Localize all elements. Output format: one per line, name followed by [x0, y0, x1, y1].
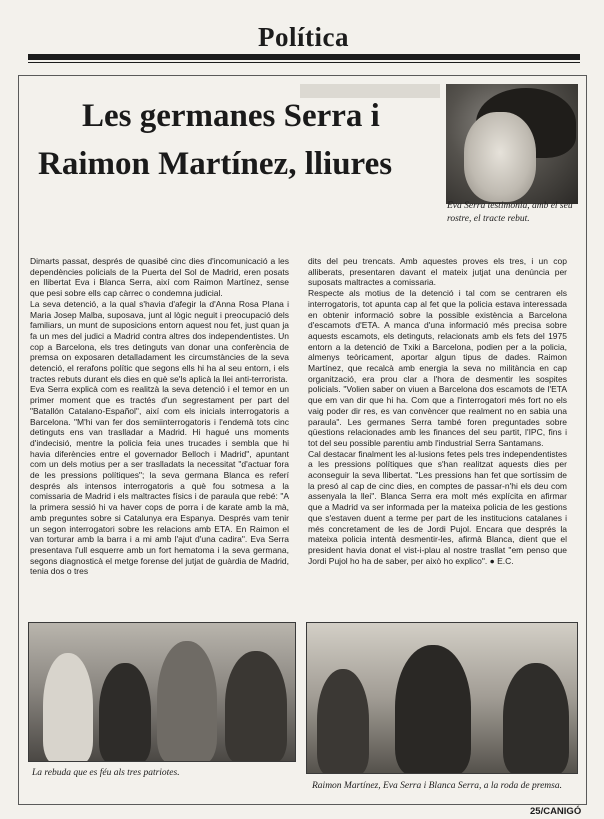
- body-paragraph: Dimarts passat, després de quasibé cinc dies d'incomunicació a les dependències policials de la Puerta del Sol de Madrid, eren posats en llibertat Eva i Blanca Serra, així com Raimon Martínez, sense que pesi sobre ells cap càrrec o condemna judicial.: [30, 256, 289, 299]
- body-paragraph: Eva Serra explicà com es realitzà la seva detenció i el temor en un primer moment que es tractés d'un segrestament per part del "Batallón Catalano-Español", així com els inicials interrogatoris a Barcelona. "M'hi van fer dos semiinterrogatoris i l'endemà tots cinc detinguts ens van traslladar a Madrid. Hi hagué uns moments d'indecisió, mentre la policia feia unes trucades i sembla que hi havia diferències entre el governador Belloch i Madrid", apuntant com un dels motius per a ser traslladats la necessitat "d'actuar fora de les pressions polítiques"; la seva germana Blanca es referí després als intensos interrogatoris a què fou sotmesa a la comissaria de Madrid i els maltractes físics i de paraula que rebé: "A la primera sessió hi va haver cops de porra i de karate amb la mà, amb preguntes sobre si Catalunya era Espanya. Després vam tenir un segon interrogatori sobre les relacions amb ETA. En Raimon el van torturar amb la barra i a mi amb l'ajut d'una cadira". Eva Serra presentava l'ull esquerre amb un fort hematoma i la seva germana, segons diagnosticà el metge forense del jutjat de guàrdia de Madrid, tenia dos o tres: [30, 384, 289, 577]
- body-paragraph: La seva detenció, a la qual s'havia d'afegir la d'Anna Rosa Plana i Maria Josep Malba, suposava, junt al lògic neguit i preocupació dels familiars, un munt de suposicions entorn aquest nou fet, just quan ja fa un mes del judici a Madrid contra altres dos independentistes. Un cop a Barcelona, els tres detinguts van donar una conferència de premsa on exposaren detalladament les circumstàncies de la seva detenció, el rerafons polític que segons ells hi ha al seu entorn, i els tractes rebuts durant els dies en què se'ls aplicà la llei anti-terrorista.: [30, 298, 289, 384]
- photo-figure: [157, 641, 217, 762]
- section-title: Política: [258, 22, 349, 52]
- page-folio: 25/CANIGÓ: [530, 806, 582, 817]
- headline-line-1: Les germanes Serra i: [82, 98, 380, 134]
- photo-reception: [28, 622, 296, 762]
- photo-figure: [43, 653, 93, 762]
- portrait-face-shape: [464, 112, 536, 202]
- header-rule-thin: [28, 62, 580, 63]
- photo-figure: [317, 669, 369, 774]
- portrait-photo: [446, 84, 578, 204]
- photo-figure: [395, 645, 471, 774]
- headline-line-2: Raimon Martínez, lliures: [38, 146, 393, 182]
- body-column-left: [30, 256, 289, 577]
- body-paragraph: dits del peu trencats. Amb aquestes proves els tres, i un cop alliberats, presentaren davant el mateix jutjat una denúncia per suposats maltractes a comissaria.: [308, 256, 567, 288]
- article-headline: [34, 92, 434, 188]
- photo-figure: [225, 651, 287, 762]
- photo-left-caption: La rebuda que es féu als tres patriotes.: [32, 768, 180, 778]
- photo-right-caption: Raimon Martínez, Eva Serra i Blanca Serra, a la roda de premsa.: [312, 781, 562, 791]
- body-paragraph: Cal destacar finalment les al·lusions fetes pels tres independentistes a les pressions polítiques que s'han realitzat aquests dies per aconseguir la seva llibertat. "Les pressions han fet que sortíssim de la presó al cap de cinc dies, en comptes de passar-n'hi els deu com assenyala la llei". Blanca Serra era molt més explícita en afirmar que a Madrid va ser informada per la mateixa policia de les gestions que s'estaven duent a terme per part de les institucions catalanes i més concretament de les de Jordi Pujol. Encara que després la mateixa policia intentà desmentir-les, afirmà Blanca, dient que el president havia donat el vist-i-plau al nostre trasllat "em penso que Jordi Pujol ho ha de saber, per això ho explico". ● E.C.: [308, 448, 567, 566]
- header-rule-thick: [28, 54, 580, 60]
- portrait-caption: Eva Serra testimonia, amb el seu rostre, el tracte rebut.: [447, 201, 573, 224]
- body-paragraph: Respecte als motius de la detenció i tal com se centraren els interrogatoris, tot apunta cap al fet que la policia estava interessada en obtenir informació sobre la possible existència a Barcelona d'escamots d'ETA. A manca d'una informació més precisa sobre aquests escamots, els detinguts, relacionats amb els fets del 1975 entorn a la detenció de Txiki a Barcelona, podien per a la policia, almenys teòricament, aportar algun tipus de dades. Raimon Martínez, que recalcà amb energia la seva no militància en cap organització, era prou clar a l'hora de desmentir les sospites policials. "Volien saber on viuen a Barcelona dos escamots de l'ETA que em van dir que hi ha. Com que a l'interrogatori més fort no els vaig poder dir res, es van convèncer que realment no en sabia una paraula". Les germanes Serra també foren preguntades sobre qüestions relacionades amb les finances del seu partit, l'IPC, fins i tot del seu possible parentiu amb l'industrial Serra Santamans.: [308, 288, 567, 448]
- photo-figure: [99, 663, 151, 762]
- photo-figure: [503, 663, 569, 774]
- body-column-right: [308, 256, 567, 566]
- photo-press-conference: [306, 622, 578, 774]
